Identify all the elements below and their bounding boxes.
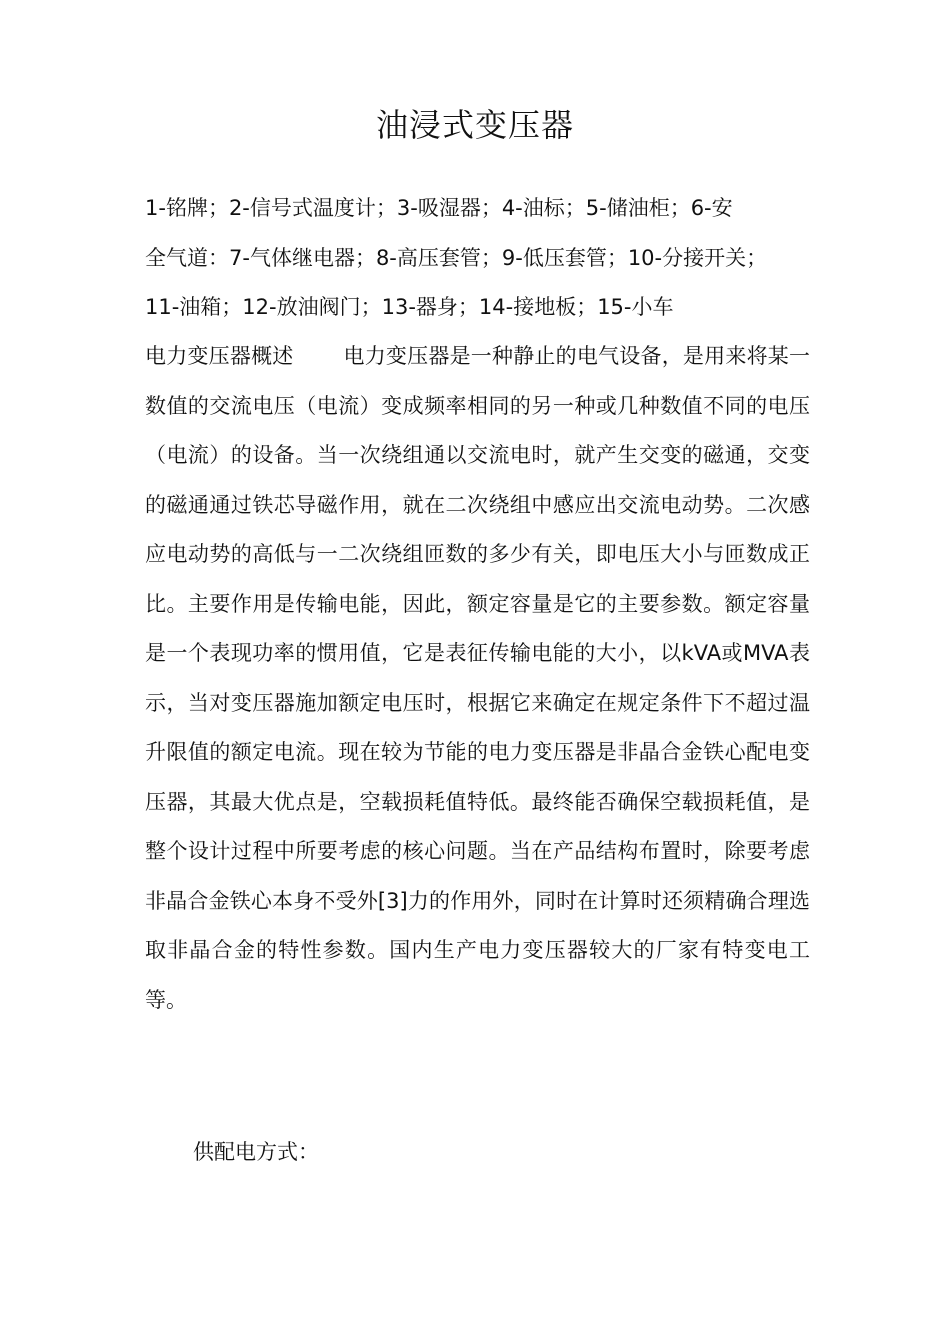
supply-heading: 供配电方式： (193, 1140, 319, 1164)
document-title: 油浸式变压器 (375, 106, 574, 144)
overview-body: 电力变压器是一种静止的电气设备，是用来将某一数值的交流电压（电流）变成频率相同的另一种或几种数值不同的电压（电流）的设备。当一次绕组通以交流电时，就产生交变的磁通，交变的磁通通过铁芯导磁作用，就在二次绕组中感应出交流电动势。二次感应电动势的高低与一二次绕组匝数的多少有关，即电压大小与匝数成正比。主要作用是传输电能，因此，额定容量是它的主要参数。额定容量是一个表现功率的惯用值，它是表征传输电能的大小，以kVA或MVA表示，当对变压器施加额定电压时，根据它来确定在规定条件下不超过温升限值的额定电流。现在较为节能的电力变压器是非晶合金铁心配电变压器，其最大优点是，空载损耗值特低。最终能否确保空载损耗值，是整个设计过程中所要考虑的核心问题。当在产品结构布置时，除要考虑非晶合金铁心本身不受外[3]力的作用外，同时在计算时还须精确合理选取非晶合金的特性参数。国内生产电力变压器较大的厂家有特变电工等。 (145, 344, 810, 1012)
component-labels (145, 184, 810, 333)
component-labels-line-2: 全气道：7-气体继电器；8-高压套管；9-低压套管；10-分接开关； (145, 245, 768, 270)
component-labels-line-3: 11-油箱；12-放油阀门；13-器身；14-接地板；15-小车 (145, 295, 674, 319)
overview-heading: 电力变压器概述 (145, 344, 294, 368)
component-labels-line-1: 1-铭牌；2-信号式温度计；3-吸湿器；4-油标；5-储油柜；6-安 (145, 196, 733, 220)
overview-paragraph (145, 332, 810, 1025)
